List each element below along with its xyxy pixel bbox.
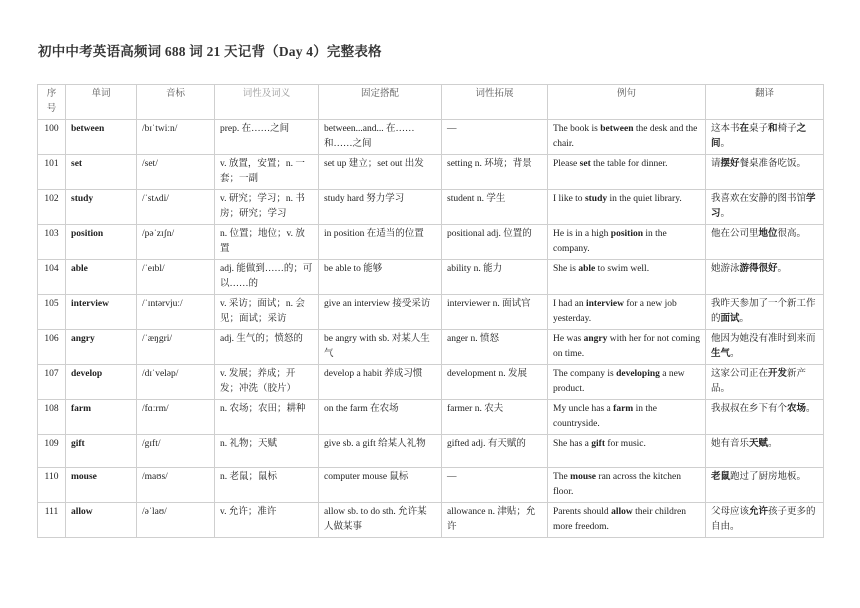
table-row [38, 365, 824, 400]
example-text: the table for dinner. [590, 159, 668, 169]
example-text: in the company. [553, 229, 667, 254]
row-extension: ability n. 能力 [442, 260, 548, 295]
row-example [548, 155, 706, 190]
row-part-of-speech: n. 位置；地位；v. 放置 [215, 225, 319, 260]
header-phonetic: 音标 [137, 85, 215, 120]
row-part-of-speech: v. 研究；学习；n. 书房；研究；学习 [215, 190, 319, 225]
row-index: 102 [38, 190, 66, 225]
example-text: My uncle has a [553, 404, 614, 414]
row-extension: — [442, 468, 548, 503]
row-translation [706, 330, 824, 365]
row-phrase: be angry with sb. 对某人生气 [319, 330, 442, 365]
example-keyword: study [584, 194, 608, 204]
translation-text: 椅子 [777, 124, 797, 134]
translation-keyword: 在 [739, 124, 750, 134]
translation-keyword: 摆好 [720, 159, 740, 169]
translation-keyword: 开发 [768, 369, 788, 379]
translation-text: 餐桌准备吃饭。 [739, 159, 807, 169]
row-word: between [66, 120, 137, 155]
row-word: allow [66, 503, 137, 538]
example-text: She has a [553, 439, 592, 449]
row-part-of-speech: prep. 在……之间 [215, 120, 319, 155]
example-text: Parents should [553, 507, 612, 517]
translation-text: 我昨天参加了一个新工作的 [711, 299, 816, 324]
row-word: interview [66, 295, 137, 330]
row-phonetic: /dɪˈveləp/ [137, 365, 215, 400]
table-row [38, 120, 824, 155]
translation-text: 他在公司里 [711, 229, 759, 239]
row-word: able [66, 260, 137, 295]
row-index: 103 [38, 225, 66, 260]
header-word: 单词 [66, 85, 137, 120]
example-keyword: developing [616, 369, 660, 379]
translation-text: 他因为她没有准时到来而 [711, 334, 816, 344]
table-row [38, 435, 824, 468]
row-part-of-speech: n. 礼物；天赋 [215, 435, 319, 468]
row-phrase: give sb. a gift 给某人礼物 [319, 435, 442, 468]
row-index: 105 [38, 295, 66, 330]
example-text: I like to [553, 194, 585, 204]
row-extension: setting n. 环境；背景 [442, 155, 548, 190]
row-phonetic: /ˈstʌdi/ [137, 190, 215, 225]
row-example [548, 295, 706, 330]
example-text: their children more freedom. [553, 507, 686, 532]
row-phonetic: /ˈæŋgri/ [137, 330, 215, 365]
translation-text: 她有音乐 [711, 439, 750, 449]
row-word: mouse [66, 468, 137, 503]
row-part-of-speech: v. 放置，安置；n. 一套；一副 [215, 155, 319, 190]
translation-text: 父母应该 [711, 507, 750, 517]
table-row [38, 330, 824, 365]
page-title: 初中中考英语高频词 688 词 21 天记背（Day 4）完整表格 [38, 44, 382, 59]
translation-text: 这家公司正在 [711, 369, 769, 379]
example-text: to swim well. [595, 264, 650, 274]
row-translation [706, 225, 824, 260]
header-example: 例句 [548, 85, 706, 120]
row-index: 104 [38, 260, 66, 295]
example-keyword: set [579, 159, 591, 169]
row-phonetic: /maʊs/ [137, 468, 215, 503]
row-part-of-speech: n. 农场；农田；耕种 [215, 400, 319, 435]
row-extension: student n. 学生 [442, 190, 548, 225]
example-text: a new product. [553, 369, 685, 394]
row-example [548, 330, 706, 365]
translation-keyword: 农场 [787, 404, 807, 414]
row-word: farm [66, 400, 137, 435]
translation-text: 这本书 [711, 124, 740, 134]
row-example [548, 400, 706, 435]
row-example [548, 120, 706, 155]
row-example [548, 190, 706, 225]
translation-text: 很高。 [777, 229, 807, 239]
translation-text: 请 [711, 159, 721, 169]
row-extension: farmer n. 农夫 [442, 400, 548, 435]
example-text: The [553, 472, 571, 482]
vocabulary-table [37, 84, 824, 538]
example-keyword: mouse [570, 472, 597, 482]
row-index: 100 [38, 120, 66, 155]
row-translation [706, 155, 824, 190]
row-translation [706, 295, 824, 330]
row-phonetic: /ˈeɪbl/ [137, 260, 215, 295]
row-phrase: study hard 努力学习 [319, 190, 442, 225]
example-keyword: position [610, 229, 644, 239]
row-example [548, 435, 706, 468]
translation-keyword: 生气 [711, 349, 731, 359]
table-row [38, 225, 824, 260]
row-extension: anger n. 愤怒 [442, 330, 548, 365]
table-body [38, 120, 824, 538]
example-text: for music. [604, 439, 646, 449]
example-keyword: between [600, 124, 634, 134]
table-row [38, 400, 824, 435]
translation-keyword: 地位 [758, 229, 778, 239]
row-part-of-speech: v. 发展；养成；开发；冲洗（胶片） [215, 365, 319, 400]
translation-keyword: 允许 [749, 507, 769, 517]
row-phrase: set up 建立；set out 出发 [319, 155, 442, 190]
example-text: The company is [553, 369, 617, 379]
translation-keyword: 之间 [711, 124, 807, 149]
example-text: the desk and the chair. [553, 124, 698, 149]
example-keyword: gift [591, 439, 605, 449]
header-translation: 翻译 [706, 85, 824, 120]
translation-text: 。 [720, 209, 731, 219]
row-example [548, 225, 706, 260]
row-phonetic: /ˈɪntərvjuː/ [137, 295, 215, 330]
example-keyword: able [578, 264, 596, 274]
header-part-of-speech: 词性及词义 [215, 85, 319, 120]
row-phonetic: /pəˈzɪʃn/ [137, 225, 215, 260]
row-phonetic: /gɪft/ [137, 435, 215, 468]
row-phonetic: /set/ [137, 155, 215, 190]
row-index: 101 [38, 155, 66, 190]
row-extension: gifted adj. 有天赋的 [442, 435, 548, 468]
example-text: Please [553, 159, 580, 169]
example-text: He is in a high [553, 229, 611, 239]
row-index: 111 [38, 503, 66, 538]
row-word: angry [66, 330, 137, 365]
example-text: in the quiet library. [607, 194, 682, 204]
example-text: I had an [553, 299, 586, 309]
row-part-of-speech: v. 允许；准许 [215, 503, 319, 538]
translation-text: 我叔叔在乡下有个 [711, 404, 788, 414]
table-row [38, 260, 824, 295]
row-phonetic: /əˈlaʊ/ [137, 503, 215, 538]
translation-keyword: 天赋 [749, 439, 769, 449]
example-text: in the countryside. [553, 404, 657, 429]
example-keyword: angry [583, 334, 608, 344]
row-word: study [66, 190, 137, 225]
row-translation [706, 190, 824, 225]
row-index: 107 [38, 365, 66, 400]
translation-text: 新产品。 [711, 369, 807, 394]
row-extension: allowance n. 津贴；允许 [442, 503, 548, 538]
row-phrase: be able to 能够 [319, 260, 442, 295]
row-translation [706, 503, 824, 538]
example-keyword: allow [611, 507, 633, 517]
translation-text: 我喜欢在安静的图书馆 [711, 194, 807, 204]
row-translation [706, 260, 824, 295]
row-phonetic: /fɑːrm/ [137, 400, 215, 435]
translation-keyword: 老鼠 [711, 472, 731, 482]
row-index: 110 [38, 468, 66, 503]
translation-text: 孩子更多的自由。 [711, 507, 816, 532]
example-text: He was [553, 334, 584, 344]
translation-text: 桌子 [749, 124, 769, 134]
row-phrase: give an interview 接受采访 [319, 295, 442, 330]
row-word: develop [66, 365, 137, 400]
row-translation [706, 400, 824, 435]
translation-text: 她游泳 [711, 264, 740, 274]
header-phrase: 固定搭配 [319, 85, 442, 120]
example-text: for a new job yesterday. [553, 299, 677, 324]
row-phonetic: /bɪˈtwiːn/ [137, 120, 215, 155]
example-keyword: farm [613, 404, 634, 414]
row-word: gift [66, 435, 137, 468]
example-text: The book is [553, 124, 601, 134]
translation-text: 。 [739, 314, 750, 324]
row-phrase: allow sb. to do sth. 允许某人做某事 [319, 503, 442, 538]
header-index: 序号 [38, 85, 66, 120]
header-extension: 词性拓展 [442, 85, 548, 120]
row-part-of-speech: v. 采访；面试；n. 会见；面试；采访 [215, 295, 319, 330]
table-row [38, 155, 824, 190]
table-row [38, 190, 824, 225]
table-header-row [38, 85, 824, 120]
table-row [38, 468, 824, 503]
row-translation [706, 365, 824, 400]
row-extension: — [442, 120, 548, 155]
translation-text: 。 [806, 404, 816, 414]
row-word: set [66, 155, 137, 190]
translation-keyword: 游得很好 [739, 264, 778, 274]
row-translation [706, 435, 824, 468]
row-phrase: in position 在适当的位置 [319, 225, 442, 260]
row-index: 109 [38, 435, 66, 468]
example-text: ran across the kitchen floor. [553, 472, 681, 497]
row-example [548, 503, 706, 538]
row-index: 106 [38, 330, 66, 365]
table-row [38, 295, 824, 330]
row-translation [706, 120, 824, 155]
translation-keyword: 学习 [711, 194, 816, 219]
row-index: 108 [38, 400, 66, 435]
row-example [548, 365, 706, 400]
row-extension: positional adj. 位置的 [442, 225, 548, 260]
row-phrase: computer mouse 鼠标 [319, 468, 442, 503]
table-row [38, 503, 824, 538]
translation-text: 。 [720, 139, 731, 149]
translation-keyword: 面试 [720, 314, 740, 324]
row-part-of-speech: adj. 生气的；愤怒的 [215, 330, 319, 365]
row-example [548, 260, 706, 295]
translation-text: 。 [768, 439, 778, 449]
translation-text: 跑过了厨房地板。 [730, 472, 807, 482]
row-part-of-speech: n. 老鼠；鼠标 [215, 468, 319, 503]
row-extension: development n. 发展 [442, 365, 548, 400]
row-example [548, 468, 706, 503]
row-part-of-speech: adj. 能做到……的；可以……的 [215, 260, 319, 295]
row-word: position [66, 225, 137, 260]
row-phrase: on the farm 在农场 [319, 400, 442, 435]
translation-text: 。 [730, 349, 740, 359]
row-translation [706, 468, 824, 503]
example-text: She is [553, 264, 579, 274]
translation-keyword: 和 [768, 124, 778, 134]
row-phrase: develop a habit 养成习惯 [319, 365, 442, 400]
row-phrase: between...and... 在……和……之间 [319, 120, 442, 155]
example-keyword: interview [585, 299, 624, 309]
example-text: with her for not coming on time. [553, 334, 700, 359]
row-extension: interviewer n. 面试官 [442, 295, 548, 330]
translation-text: 。 [777, 264, 788, 274]
